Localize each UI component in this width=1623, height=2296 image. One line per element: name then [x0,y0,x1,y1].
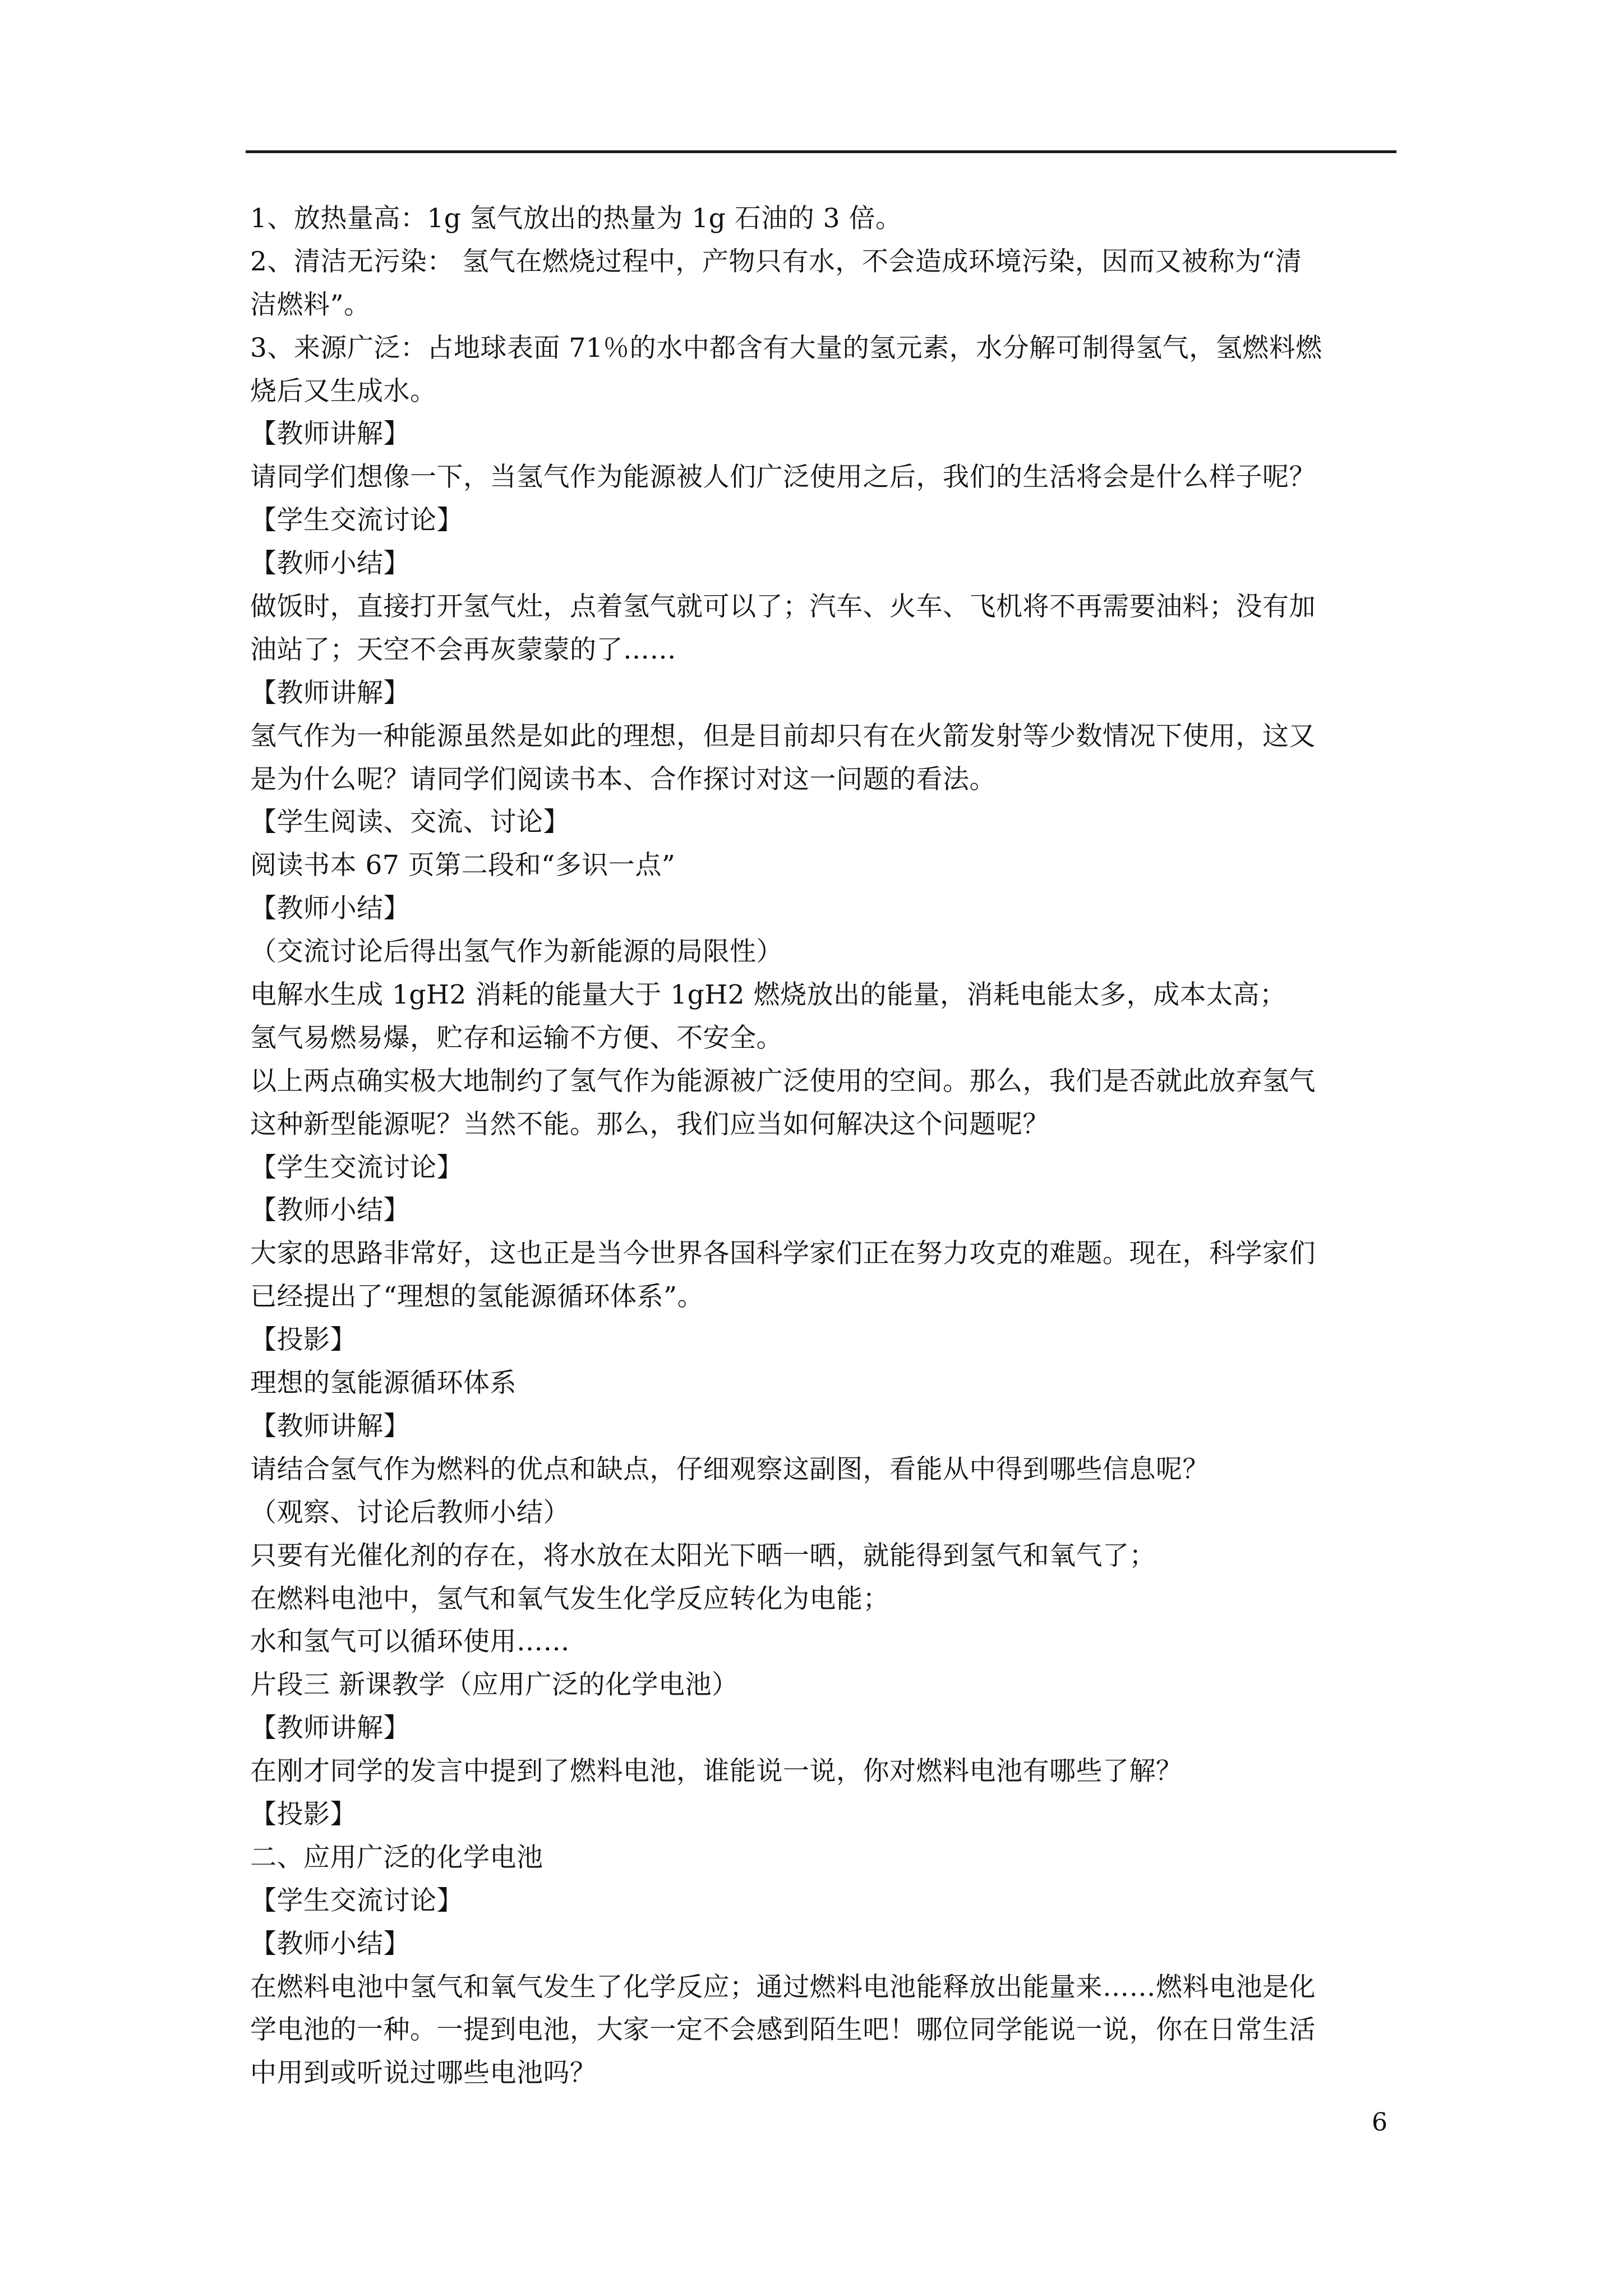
text-line: 请结合氢气作为燃料的优点和缺点，仔细观察这副图，看能从中得到哪些信息呢？ [250,1453,1209,1485]
text-line: 电解水生成 1gH2 消耗的能量大于 1gH2 燃烧放出的能量，消耗电能太多，成本太高； [250,979,1287,1011]
text-line: 【投影】 [250,1798,357,1830]
text-line: 已经提出了“理想的氢能源循环体系”。 [250,1281,704,1313]
text-line: 学电池的一种。一提到电池，大家一定不会感到陌生吧！哪位同学能说一说，你在日常生活 [250,2014,1316,2046]
text-line: 【教师讲解】 [250,1410,410,1442]
text-line: 【学生交流讨论】 [250,505,463,536]
text-line: 【教师小结】 [250,1195,410,1226]
text-line: 1、放热量高：1g 氢气放出的热量为 1g 石油的 3 倍。 [250,203,902,234]
text-line: 洁燃料”。 [250,289,371,320]
text-line: 这种新型能源呢？当然不能。那么，我们应当如何解决这个问题呢？ [250,1108,1049,1140]
text-line: 【教师小结】 [250,548,410,579]
text-line: 油站了；天空不会再灰蒙蒙的了…… [250,634,676,665]
text-line: 烧后又生成水。 [250,375,437,407]
text-line: 是为什么呢？请同学们阅读书本、合作探讨对这一问题的看法。 [250,763,996,795]
text-line: 【教师讲解】 [250,418,410,450]
text-line: 【教师讲解】 [250,1713,410,1744]
text-line: 【学生交流讨论】 [250,1152,463,1183]
text-line: 3、来源广泛：占地球表面 71％的水中都含有大量的氢元素，水分解可制得氢气，氢燃料燃 [250,332,1322,364]
text-line: 【教师小结】 [250,1928,410,1959]
document-body [250,197,1400,2095]
text-line: 【教师讲解】 [250,677,410,708]
text-line: （观察、讨论后教师小结） [250,1497,570,1528]
text-line: 【投影】 [250,1324,357,1356]
text-line: 氢气作为一种能源虽然是如此的理想，但是目前却只有在火箭发射等少数情况下使用，这又 [250,720,1316,752]
header-rule [246,150,1396,153]
text-line: 水和氢气可以循环使用…… [250,1626,570,1658]
text-line: 片段三 新课教学（应用广泛的化学电池） [250,1669,739,1701]
page-number: 6 [1372,2108,1387,2137]
text-line: 氢气易燃易爆，贮存和运输不方便、不安全。 [250,1022,783,1053]
text-line: 只要有光催化剂的存在，将水放在太阳光下晒一晒，就能得到氢气和氧气了； [250,1540,1156,1571]
text-line: 二、应用广泛的化学电池 [250,1842,543,1873]
text-line: 2、清洁无污染： 氢气在燃烧过程中，产物只有水，不会造成环境污染，因而又被称为“清 [250,246,1302,277]
text-line: 在燃料电池中氢气和氧气发生了化学反应；通过燃料电池能释放出能量来……燃料电池是化 [250,1971,1316,2003]
text-line: 在燃料电池中，氢气和氧气发生化学反应转化为电能； [250,1583,889,1614]
text-line: 【学生阅读、交流、讨论】 [250,807,570,838]
text-line: 【学生交流讨论】 [250,1885,463,1916]
text-line: 【教师小结】 [250,893,410,924]
text-line: 中用到或听说过哪些电池吗？ [250,2058,597,2089]
text-line: 以上两点确实极大地制约了氢气作为能源被广泛使用的空间。那么，我们是否就此放弃氢气 [250,1065,1316,1097]
text-line: 理想的氢能源循环体系 [250,1368,517,1399]
text-line: （交流讨论后得出氢气作为新能源的局限性） [250,936,783,968]
text-line: 大家的思路非常好，这也正是当今世界各国科学家们正在努力攻克的难题。现在，科学家们 [250,1238,1316,1269]
text-line: 做饭时，直接打开氢气灶，点着氢气就可以了；汽车、火车、飞机将不再需要油料；没有加 [250,591,1316,623]
text-line: 阅读书本 67 页第二段和“多识一点” [250,850,676,881]
text-line: 请同学们想像一下，当氢气作为能源被人们广泛使用之后，我们的生活将会是什么样子呢？ [250,462,1316,493]
text-line: 在刚才同学的发言中提到了燃料电池，谁能说一说，你对燃料电池有哪些了解？ [250,1756,1183,1787]
